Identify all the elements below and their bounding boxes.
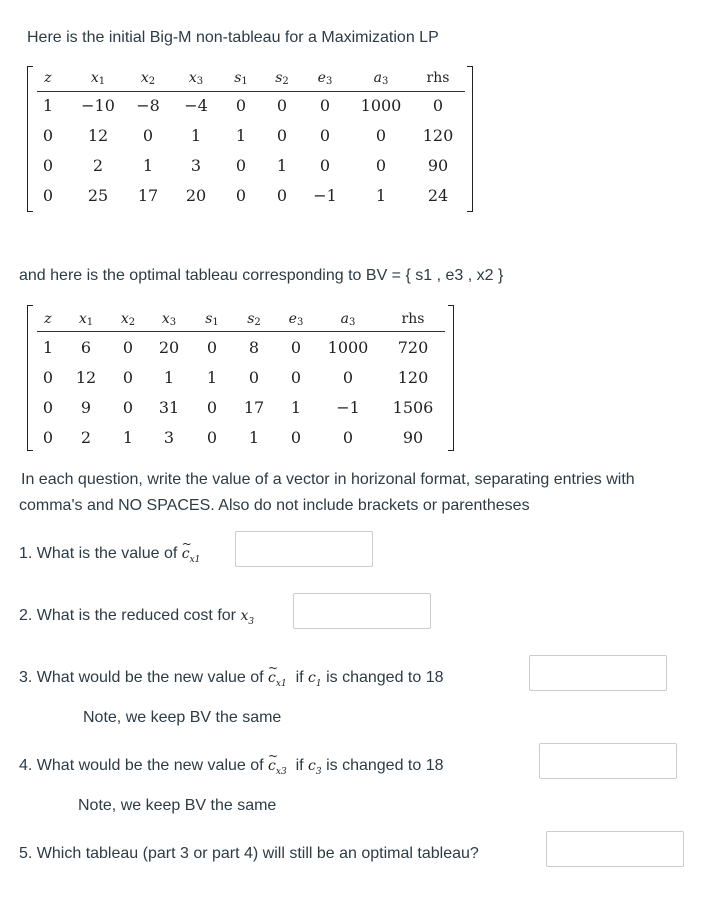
tableau-cell: 0 — [342, 368, 354, 387]
tableau-cell: 1 — [190, 126, 202, 145]
column-header: $a_3$ — [340, 311, 356, 328]
objective-coef-symbol: $c_3$ — [308, 758, 322, 777]
tableau-cell: 17 — [137, 186, 159, 205]
tableau-cell: 0 — [142, 126, 154, 145]
reduced-cost-symbol: ~ $c_{x3}$ — [268, 758, 287, 774]
tableau-cell: −1 — [313, 186, 337, 205]
tableau-cell: 0 — [248, 368, 260, 387]
tableau-cell: 0 — [432, 96, 444, 115]
tableau-cell: 8 — [248, 338, 260, 357]
tableau-cell: 0 — [235, 186, 247, 205]
column-header: z — [44, 70, 52, 86]
tableau-cell: 0 — [290, 368, 302, 387]
tableau-cell: 0 — [122, 338, 134, 357]
question-1-text: 1. What is the value of — [19, 545, 178, 562]
tableau-cell: 0 — [42, 156, 54, 175]
tableau-cell: 0 — [42, 428, 54, 447]
right-bracket — [448, 305, 454, 451]
column-header: $s_2$ — [247, 311, 261, 328]
tableau-cell: 0 — [290, 428, 302, 447]
tableau-cell: 0 — [276, 126, 288, 145]
question-1 — [19, 545, 200, 565]
column-header: $s_1$ — [234, 70, 248, 87]
tableau-cell: 90 — [402, 428, 424, 447]
column-header: $x_2$ — [120, 311, 136, 328]
tableau-cell: 720 — [397, 338, 429, 357]
question-4-text-before: 4. What would be the new value of — [19, 757, 264, 774]
tableau-cell: 0 — [319, 156, 331, 175]
tableau-cell: 0 — [42, 126, 54, 145]
tableau-cell: 1 — [235, 126, 247, 145]
instructions-line-1: In each question, write the value of a vector in horizonal format, separating entries with — [21, 471, 635, 488]
tableau-cell: 3 — [190, 156, 202, 175]
question-5-answer-input[interactable] — [546, 831, 684, 867]
tableau-cell: 1 — [290, 398, 302, 417]
question-4-answer-input[interactable] — [539, 743, 677, 779]
column-header: rhs — [426, 70, 450, 86]
tableau-cell: 120 — [422, 126, 454, 145]
right-bracket — [467, 66, 473, 212]
tableau-cell: 12 — [75, 368, 97, 387]
tableau-cell: 0 — [235, 96, 247, 115]
question-3-text-mid: if — [295, 669, 304, 686]
tableau-cell: 1 — [248, 428, 260, 447]
tableau-cell: 0 — [122, 398, 134, 417]
question-3-note: Note, we keep BV the same — [83, 709, 282, 726]
tableau-cell: −1 — [336, 398, 360, 417]
tableau-cell: 0 — [375, 126, 387, 145]
tableau-cell: 17 — [243, 398, 265, 417]
question-5-text: 5. Which tableau (part 3 or part 4) will still be an optimal tableau? — [19, 845, 479, 862]
objective-coef-symbol: $c_1$ — [308, 670, 322, 689]
tableau-cell: 0 — [206, 338, 218, 357]
tableau-cell: 25 — [87, 186, 109, 205]
tableau-cell: 6 — [80, 338, 92, 357]
tableau-cell: 1 — [42, 338, 54, 357]
question-1-answer-input[interactable] — [235, 531, 373, 567]
tableau-cell: 120 — [397, 368, 429, 387]
column-header: $s_2$ — [275, 70, 289, 87]
tableau-cell: 0 — [276, 96, 288, 115]
column-header: $e_3$ — [317, 70, 333, 87]
question-3-text-after: is changed to 18 — [326, 669, 444, 686]
tableau-cell: 1 — [163, 368, 175, 387]
tableau-cell: 0 — [342, 428, 354, 447]
tableau-cell: 2 — [92, 156, 104, 175]
question-2 — [19, 607, 254, 627]
tableau-cell: 1000 — [327, 338, 369, 357]
question-2-text: 2. What is the reduced cost for — [19, 607, 236, 624]
tableau-cell: −10 — [81, 96, 115, 115]
tableau-cell: 0 — [235, 156, 247, 175]
question-4-text-after: is changed to 18 — [326, 757, 444, 774]
question-5 — [19, 845, 479, 863]
question-4-text-mid: if — [295, 757, 304, 774]
tableau-cell: 3 — [163, 428, 175, 447]
tableau-cell: −4 — [184, 96, 208, 115]
reduced-cost-symbol: ~ $c_{x1}$ — [182, 546, 201, 562]
tableau-cell: 0 — [319, 96, 331, 115]
tableau-cell: 90 — [427, 156, 449, 175]
tableau-cell: 0 — [206, 398, 218, 417]
tableau-cell: 1 — [375, 186, 387, 205]
question-4 — [19, 757, 444, 777]
tableau-cell: 2 — [80, 428, 92, 447]
tableau-cell: −8 — [136, 96, 160, 115]
tableau-cell: 9 — [80, 398, 92, 417]
tableau-cell: 1 — [142, 156, 154, 175]
tableau-cell: 1 — [206, 368, 218, 387]
tableau-cell: 24 — [427, 186, 449, 205]
column-header: rhs — [401, 311, 425, 327]
tableau-cell: 1000 — [360, 96, 402, 115]
tableau-cell: 0 — [42, 368, 54, 387]
tableau-cell: 1 — [122, 428, 134, 447]
column-header: $x_3$ — [161, 311, 177, 328]
tableau-cell: 0 — [375, 156, 387, 175]
reduced-cost-symbol: ~ $c_{x1}$ — [268, 670, 287, 686]
tableau-cell: 0 — [319, 126, 331, 145]
column-header: $x_1$ — [90, 70, 106, 87]
column-header: $x_2$ — [140, 70, 156, 87]
column-header: $a_3$ — [373, 70, 389, 87]
column-header: z — [44, 311, 52, 327]
tableau-cell: 0 — [42, 398, 54, 417]
tableau-cell: 0 — [290, 338, 302, 357]
tableau-cell: 31 — [158, 398, 180, 417]
tableau-cell: 0 — [122, 368, 134, 387]
column-header: $e_3$ — [288, 311, 304, 328]
question-2-answer-input[interactable] — [293, 593, 431, 629]
question-4-note: Note, we keep BV the same — [78, 797, 277, 814]
tableau-cell: 20 — [158, 338, 180, 357]
tableau-cell: 1 — [42, 96, 54, 115]
tableau-cell: 1506 — [392, 398, 434, 417]
tableau-cell: 0 — [206, 428, 218, 447]
column-header: $x_3$ — [188, 70, 204, 87]
tableau-cell: 20 — [185, 186, 207, 205]
tableau-cell: 1 — [276, 156, 288, 175]
variable-symbol: $x_3$ — [240, 608, 255, 627]
column-header: $x_1$ — [78, 311, 94, 328]
question-3-answer-input[interactable] — [529, 655, 667, 691]
question-3-text-before: 3. What would be the new value of — [19, 669, 264, 686]
column-header: $s_1$ — [205, 311, 219, 328]
tableau-cell: 0 — [276, 186, 288, 205]
question-3 — [19, 669, 444, 689]
tableau-cell: 12 — [87, 126, 109, 145]
tableau-cell: 0 — [42, 186, 54, 205]
instructions-line-2: comma's and NO SPACES. Also do not include brackets or parentheses — [19, 497, 530, 514]
optimal-intro-text: and here is the optimal tableau corresponding to BV = { s1 , e3 , x2 } — [19, 267, 504, 284]
intro-text: Here is the initial Big-M non-tableau for a Maximization LP — [27, 29, 439, 46]
